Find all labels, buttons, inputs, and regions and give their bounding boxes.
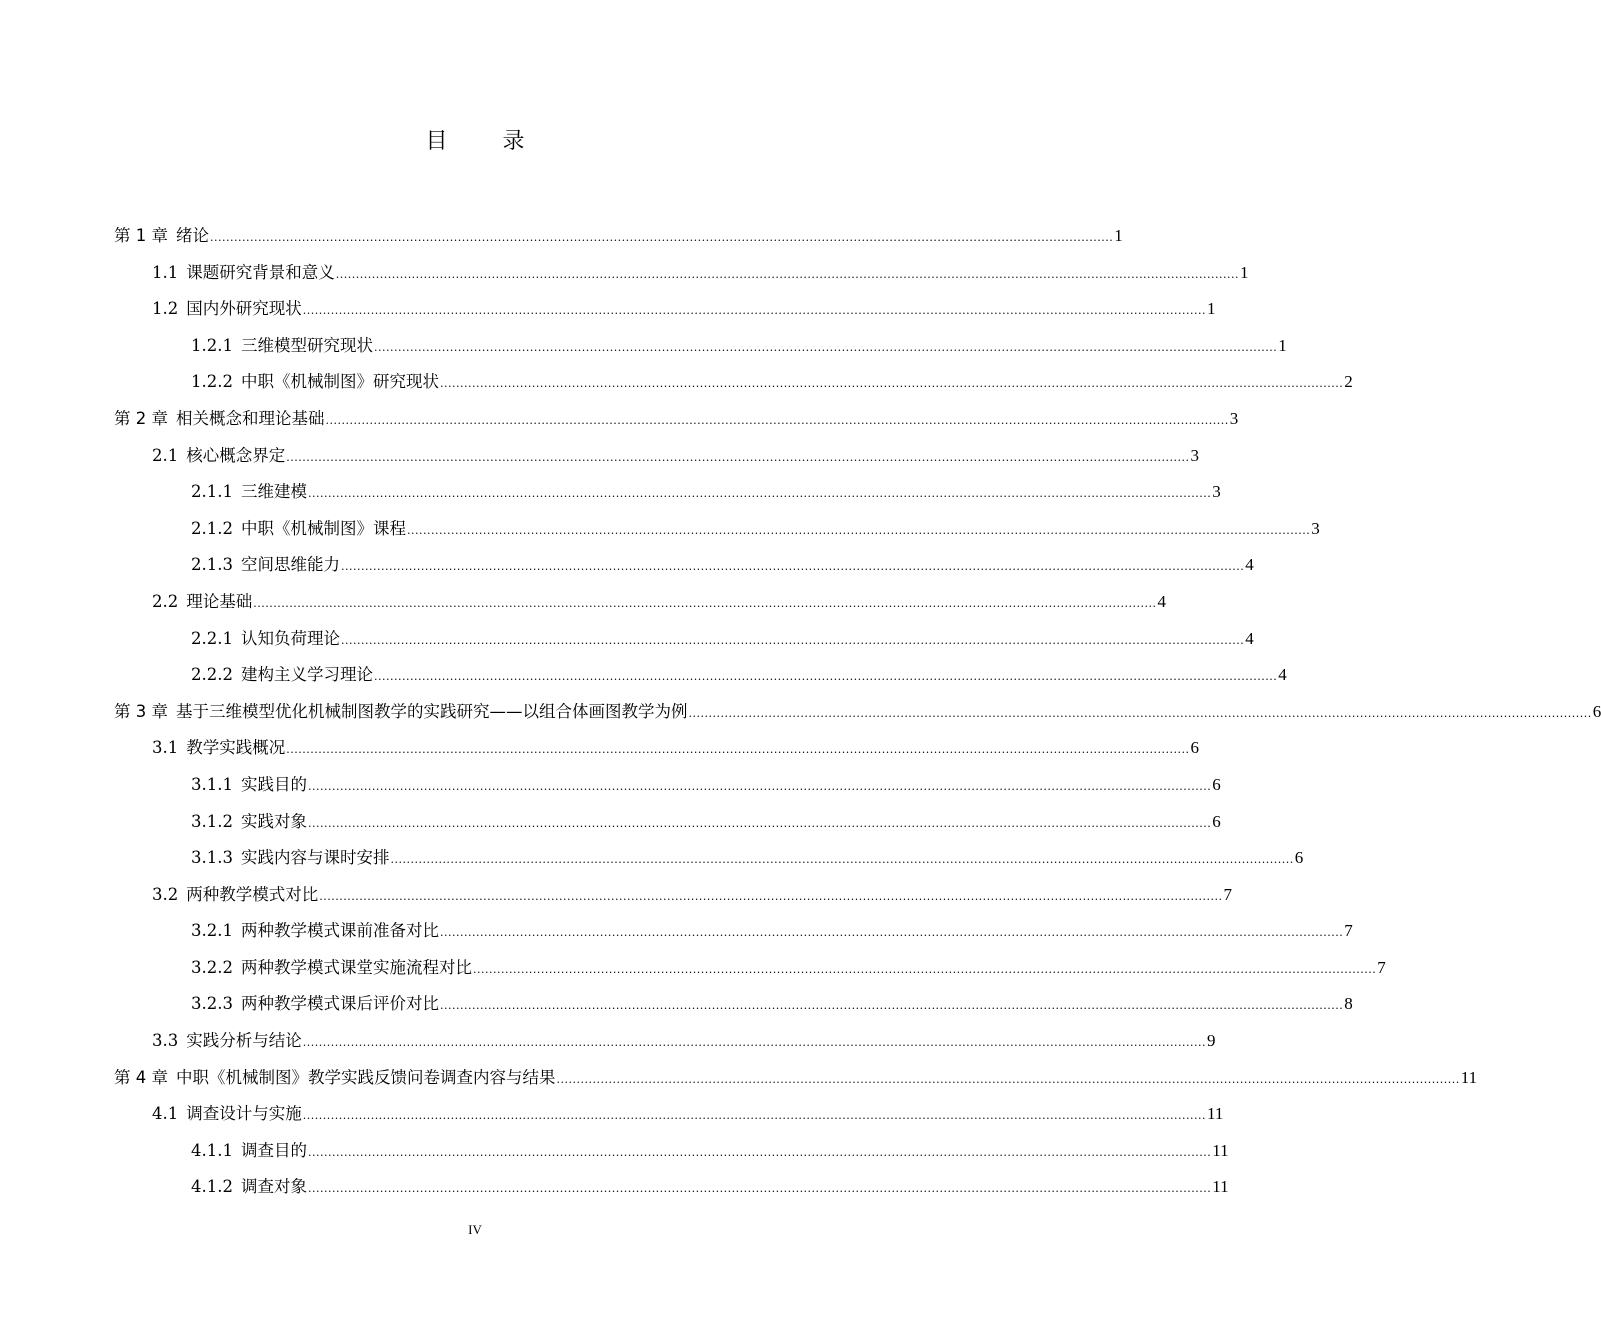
toc-entry-number: 2.2.2 [191,665,233,685]
toc-entry-number: 2.2.1 [191,628,233,648]
toc-dot-leader [440,926,1343,939]
toc-dot-leader [326,414,1229,427]
toc-entry-page: 7 [1344,921,1353,941]
toc-entry-title: 调查目的 [240,1140,307,1160]
toc-entry[interactable] [114,259,1249,296]
toc-entry-page: 6 [1190,738,1199,758]
toc-entry[interactable] [114,588,1166,625]
toc-entry[interactable] [114,1027,1216,1064]
toc-entry-page: 11 [1206,1104,1224,1124]
toc-entry-number: 2.1.1 [191,482,233,502]
toc-entry-number: 3.2.3 [191,994,233,1014]
toc-entry-title: 中职《机械制图》研究现状 [240,372,439,392]
toc-entry-title: 空间思维能力 [240,555,340,575]
toc-dot-leader [308,487,1211,500]
toc-entry[interactable] [114,478,1221,515]
toc-entry-page: 6 [1212,774,1221,794]
toc-dot-leader [341,560,1244,573]
toc-entry-title: 调查对象 [240,1177,307,1197]
toc-entry-page: 7 [1223,884,1232,904]
toc-dot-leader [286,743,1189,756]
toc-entry-page: 1 [1239,262,1249,282]
toc-entry-number: 第 1 章 [114,226,168,245]
toc-entry-page: 6 [1212,811,1221,831]
toc-entry-title: 调查设计与实施 [186,1104,302,1124]
toc-entry-number: 2.1.3 [191,555,233,575]
toc-entry-number: 3.1.3 [191,848,233,868]
toc-dot-leader [308,1182,1211,1195]
toc-entry-title: 国内外研究现状 [186,299,302,319]
toc-dot-leader [303,304,1206,317]
toc-entry-page: 3 [1190,445,1199,465]
toc-dot-leader [390,853,1293,866]
toc-entry-title: 两种教学模式课堂实施流程对比 [240,957,472,977]
toc-entry-page: 3 [1229,408,1239,428]
toc-entry-number: 1.2.1 [191,335,233,355]
toc-entry-number: 2.1.2 [191,518,233,538]
toc-entry[interactable] [114,917,1353,954]
toc-entry-title: 课题研究背景和意义 [186,262,335,282]
toc-dot-leader [303,1036,1206,1049]
toc-entry[interactable] [114,881,1232,918]
toc-dot-leader [286,451,1189,464]
toc-dot-leader [308,1146,1211,1159]
toc-entry-title: 理论基础 [186,591,253,611]
toc-entry-number: 第 3 章 [114,701,168,721]
toc-entry[interactable] [114,1137,1229,1174]
toc-entry-title: 绪论 [176,226,209,245]
toc-dot-leader [374,341,1277,354]
toc-entry-number: 3.1.1 [191,774,233,794]
toc-entry-number: 3.3 [152,1031,179,1051]
toc-entry[interactable] [114,442,1199,479]
toc-entry-title: 中职《机械制图》课程 [240,518,406,538]
toc-entry-title: 基于三维模型优化机械制图教学的实践研究——以组合体画图教学为例 [176,701,688,721]
toc-dot-leader [210,231,1113,244]
toc-entry-title: 实践目的 [240,774,307,794]
toc-entry-page: 1 [1278,335,1287,355]
toc-entry-title: 两种教学模式对比 [186,884,319,904]
toc-entry-page: 8 [1344,994,1353,1014]
toc-entry[interactable] [114,405,1239,442]
toc-entry-number: 4.1 [152,1104,179,1124]
toc-entry-page: 1 [1206,299,1216,319]
toc-entry-title: 实践分析与结论 [186,1031,302,1051]
toc-entry-title: 两种教学模式课前准备对比 [240,921,439,941]
toc-entry[interactable] [114,698,1601,735]
toc-entry-number: 3.2 [152,884,179,904]
toc-entry-page: 11 [1212,1140,1229,1160]
toc-entry-page: 3 [1311,518,1320,538]
toc-entry-title: 实践对象 [240,811,307,831]
toc-entry-number: 4.1.2 [191,1177,233,1197]
toc-entry-page: 4 [1245,555,1254,575]
toc-entry-title: 认知负荷理论 [240,628,340,648]
toc-entry-title: 两种教学模式课后评价对比 [240,994,439,1014]
toc-entry-page: 4 [1278,665,1287,685]
toc-dot-leader [253,597,1156,610]
toc-dot-leader [557,1073,1460,1086]
toc-entry[interactable] [114,551,1254,588]
toc-entry[interactable] [114,1100,1224,1137]
toc-dot-leader [319,890,1222,903]
toc-dot-leader [336,268,1239,281]
toc-dot-leader [440,999,1343,1012]
toc-dot-leader [407,524,1310,537]
toc-entry[interactable] [114,1173,1229,1210]
toc-entry-title: 中职《机械制图》教学实践反馈问卷调查内容与结果 [176,1067,556,1087]
toc-entry-title: 相关概念和理论基础 [176,408,325,428]
toc-entry-page: 9 [1206,1031,1216,1051]
toc-entry[interactable] [114,332,1287,369]
toc-entry-page: 4 [1245,628,1254,648]
toc-entry-number: 2.1 [152,445,179,465]
toc-dot-leader [374,670,1277,683]
toc-dot-leader [308,817,1211,830]
toc-entry[interactable] [114,954,1386,991]
toc-entry[interactable] [114,368,1353,405]
toc-entry-number: 第 4 章 [114,1067,168,1087]
toc-entry-page: 11 [1212,1177,1229,1197]
toc-entry[interactable] [114,661,1287,698]
toc-entry-number: 1.2.2 [191,372,233,392]
toc-title: 目 录 [425,129,549,154]
toc-entry-number: 3.1 [152,738,179,758]
table-of-contents [114,222,1601,1210]
toc-entry-page: 7 [1377,957,1386,977]
toc-entry-title: 核心概念界定 [186,445,286,465]
toc-entry-number: 4.1.1 [191,1140,233,1160]
toc-dot-leader [303,1109,1206,1122]
toc-dot-leader [341,634,1244,647]
toc-entry[interactable] [114,990,1353,1027]
toc-dot-leader [308,780,1211,793]
toc-entry-page: 6 [1592,701,1601,721]
toc-entry-number: 3.2.1 [191,921,233,941]
toc-entry-title: 教学实践概况 [186,738,286,758]
toc-entry-title: 三维模型研究现状 [240,335,373,355]
toc-dot-leader [689,707,1592,720]
toc-entry-page: 1 [1114,226,1123,245]
toc-dot-leader [440,377,1343,390]
toc-entry[interactable] [114,844,1304,881]
toc-entry-page: 2 [1344,372,1353,392]
toc-entry-page: 4 [1157,591,1166,611]
toc-entry[interactable] [114,808,1221,845]
toc-entry-title: 实践内容与课时安排 [240,848,390,868]
toc-entry-number: 第 2 章 [114,408,168,428]
toc-entry[interactable] [114,734,1199,771]
toc-entry-number: 1.2 [152,299,179,319]
toc-entry[interactable] [114,515,1320,552]
page-number-footer: IV [468,1222,482,1237]
toc-entry-title: 建构主义学习理论 [240,665,373,685]
toc-entry[interactable] [114,1064,1478,1101]
toc-entry-page: 3 [1212,482,1221,502]
toc-entry-page: 11 [1460,1067,1478,1087]
toc-entry-page: 6 [1294,848,1304,868]
toc-dot-leader [473,963,1376,976]
toc-entry[interactable] [114,222,1123,259]
toc-entry-number: 3.1.2 [191,811,233,831]
toc-entry[interactable] [114,295,1216,332]
toc-entry[interactable] [114,625,1254,662]
toc-entry-number: 3.2.2 [191,957,233,977]
toc-entry-number: 2.2 [152,591,179,611]
toc-entry[interactable] [114,771,1221,808]
toc-entry-title: 三维建模 [240,482,307,502]
toc-entry-number: 1.1 [152,262,179,282]
